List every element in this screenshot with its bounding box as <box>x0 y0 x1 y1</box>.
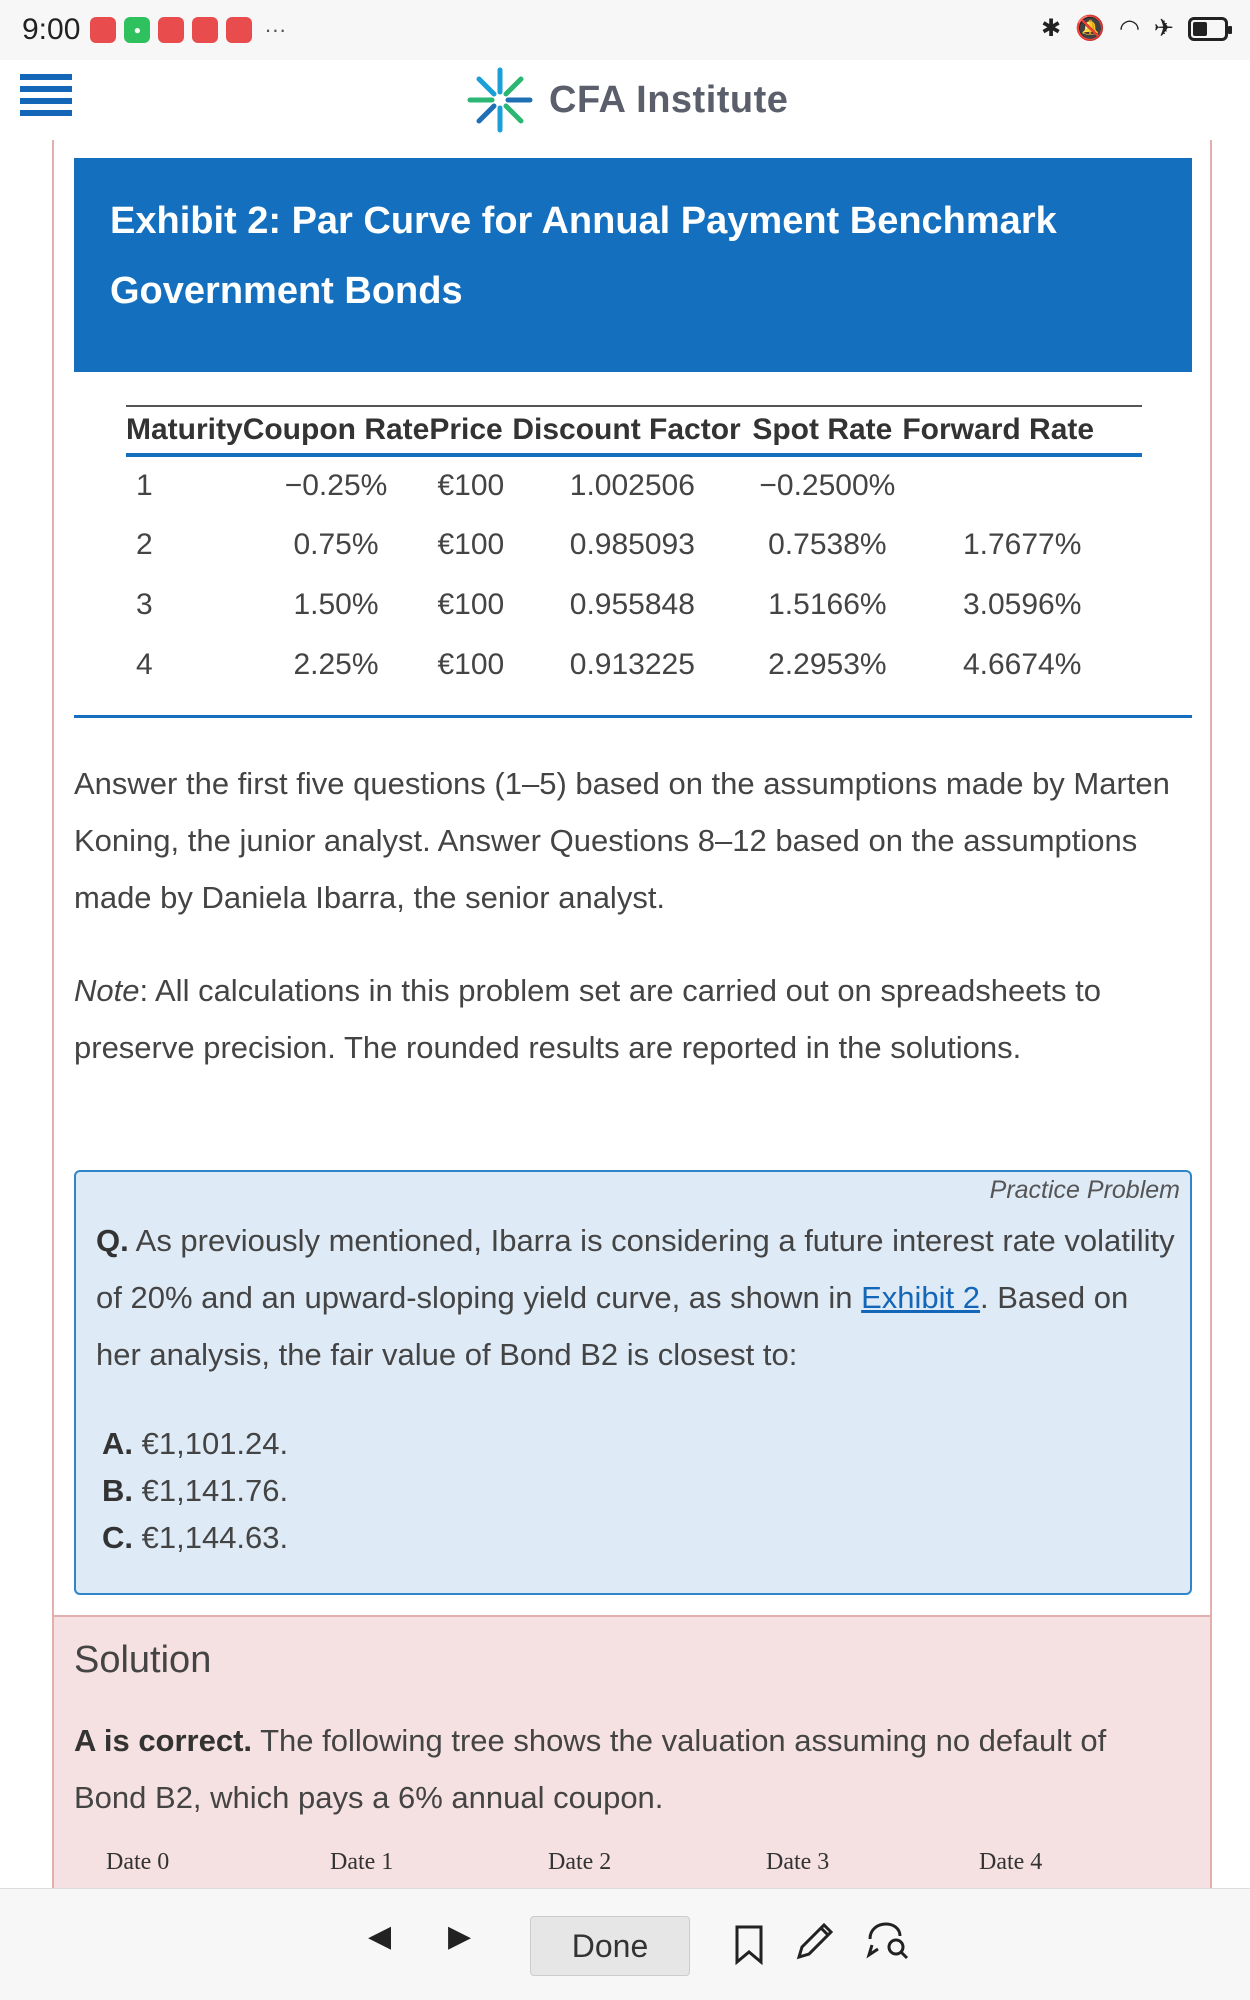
practice-problem-box <box>74 1170 1192 1595</box>
exhibit-title: Exhibit 2: Par Curve for Annual Payment Benchmark Government Bonds <box>74 158 1192 372</box>
table-cell: 2.25% <box>293 648 379 681</box>
table-cell: −0.2500% <box>759 469 896 502</box>
table-cell: 1 <box>136 469 153 502</box>
table-cell: 0.985093 <box>569 528 695 561</box>
bottom-toolbar <box>0 1888 1250 2000</box>
table-cell: 1.7677% <box>962 528 1082 561</box>
question-text <box>96 1212 1176 1383</box>
table-row <box>126 455 1142 515</box>
table-cell: €100 <box>437 588 505 621</box>
column-header: Maturity <box>126 406 243 455</box>
table-cell: 0.955848 <box>569 588 695 621</box>
bookmark-icon[interactable] <box>733 1925 765 1965</box>
airplane-icon: ✈ <box>1153 15 1174 42</box>
column-header: Forward Rate <box>902 406 1142 455</box>
table-cell: 3.0596% <box>962 588 1082 621</box>
pencil-icon[interactable] <box>793 1919 837 1963</box>
cfa-logo <box>465 60 788 140</box>
exhibit-table-wrapper <box>126 405 1142 695</box>
column-header: Spot Rate <box>752 406 902 455</box>
table-bottom-rule <box>74 715 1192 718</box>
note-paragraph <box>74 962 1192 1076</box>
question-text-part: As previously mentioned, Ibarra is considering a future interest rate volatility of 20% and an upward-sloping yield curve, as shown in <box>96 1223 1175 1315</box>
option-text: €1,101.24. <box>133 1426 289 1461</box>
table-cell: 4 <box>136 648 153 681</box>
table-cell: 3 <box>136 588 153 621</box>
bluetooth-icon: ✱ <box>1040 15 1062 42</box>
column-header: Coupon Rate <box>243 406 430 455</box>
status-bar <box>0 0 1250 60</box>
practice-problem-tag: Practice Problem <box>989 1176 1180 1204</box>
answer-option-c[interactable] <box>102 1514 288 1561</box>
table-cell: 0.75% <box>293 528 379 561</box>
comment-search-icon[interactable] <box>866 1921 910 1961</box>
previous-arrow-icon[interactable]: ◀ <box>368 1920 392 1953</box>
question-text-part: . Based on her analysis, the fair value of Bond B2 is closest to: <box>96 1280 1129 1372</box>
column-header: Price <box>429 406 512 455</box>
solution-text <box>74 1712 1184 1826</box>
date-label: Date 3 <box>766 1849 830 1875</box>
notification-app-icon <box>158 17 184 43</box>
table-cell: €100 <box>437 648 505 681</box>
table-cell: 0.913225 <box>569 648 695 681</box>
note-label: Note <box>74 973 140 1008</box>
mute-icon: 🔕 <box>1075 15 1105 42</box>
wifi-icon: ◠ <box>1118 15 1140 42</box>
status-indicators <box>1041 14 1228 43</box>
wechat-icon: ● <box>124 17 150 43</box>
table-cell: 1.50% <box>293 588 379 621</box>
next-arrow-icon[interactable]: ▶ <box>448 1920 472 1953</box>
option-letter: B. <box>102 1473 133 1508</box>
question-label: Q. <box>96 1223 129 1258</box>
table-cell <box>902 455 1142 515</box>
date-label: Date 1 <box>330 1849 394 1875</box>
answer-option-b[interactable] <box>102 1467 288 1514</box>
notification-app-icon <box>226 17 252 43</box>
done-button[interactable]: Done <box>530 1916 690 1976</box>
table-row <box>126 635 1142 695</box>
battery-icon <box>1188 17 1228 41</box>
table-row <box>126 575 1142 635</box>
answer-options <box>102 1420 288 1561</box>
date-label: Date 0 <box>106 1849 170 1875</box>
table-cell: 2 <box>136 528 153 561</box>
note-text: : All calculations in this problem set are carried out on spreadsheets to preserve precision. The rounded results are reported in the solutions. <box>74 973 1101 1065</box>
date-label: Date 2 <box>548 1849 612 1875</box>
option-letter: A. <box>102 1426 133 1461</box>
table-cell: 4.6674% <box>962 648 1082 681</box>
table-cell: €100 <box>437 528 505 561</box>
content-card <box>52 140 1212 1890</box>
correct-label: A is correct. <box>74 1723 253 1758</box>
more-notifications-icon: ··· <box>264 17 287 42</box>
option-text: €1,141.76. <box>133 1473 289 1508</box>
notification-app-icon <box>192 17 218 43</box>
answer-option-a[interactable] <box>102 1420 288 1467</box>
table-cell: 1.002506 <box>569 469 695 502</box>
status-time: 9:00 <box>22 13 81 46</box>
solution-body: The following tree shows the valuation assuming no default of Bond B2, which pays a 6% annual coupon. <box>74 1723 1107 1815</box>
exhibit-table <box>126 405 1142 695</box>
app-header <box>0 60 1250 140</box>
option-text: €1,144.63. <box>133 1520 289 1555</box>
logo-text: CFA Institute <box>549 78 789 121</box>
solution-section <box>54 1615 1210 1890</box>
table-cell: 0.7538% <box>768 528 887 561</box>
notification-app-icon <box>90 17 116 43</box>
menu-icon[interactable] <box>20 74 72 118</box>
intro-paragraph: Answer the first five questions (1–5) based on the assumptions made by Marten Koning, the junior analyst. Answer Questions 8–12 based on the assumptions made by Daniela Ibarra, the senior analyst. <box>74 766 1170 915</box>
column-header: Discount Factor <box>512 406 752 455</box>
table-cell: 2.2953% <box>768 648 887 681</box>
cfa-logo-mark-icon <box>465 65 535 135</box>
table-header-row <box>126 406 1142 455</box>
exhibit-2-link[interactable]: Exhibit 2 <box>861 1280 981 1315</box>
table-cell: −0.25% <box>284 469 388 502</box>
table-cell: €100 <box>437 469 505 502</box>
date-label: Date 4 <box>979 1849 1043 1875</box>
solution-title: Solution <box>74 1639 212 1681</box>
option-letter: C. <box>102 1520 133 1555</box>
table-cell: 1.5166% <box>768 588 887 621</box>
table-row <box>126 515 1142 575</box>
